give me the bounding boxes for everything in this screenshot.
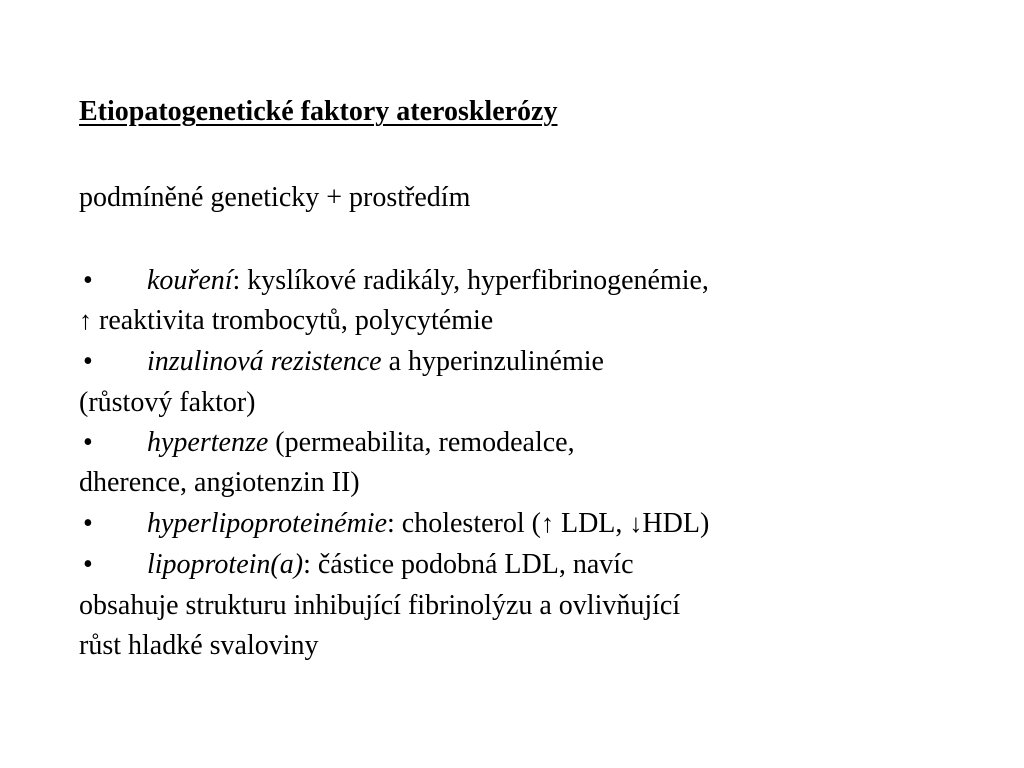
up-arrow-icon: ↑ [79,306,92,335]
list-item-lipoprotein [79,547,634,583]
list-item-lipoprotein-cont2: růst hladké svaloviny [79,630,319,661]
bullet-icon: • [83,265,93,296]
list-item-koureni-cont [79,303,493,339]
item-term: kouření [147,265,233,296]
item-text: LDL, [553,508,630,539]
bullet-icon: • [83,427,93,458]
down-arrow-icon: ↓ [629,509,643,538]
subtitle: podmíněné geneticky + prostředím [79,182,471,213]
item-text: reaktivita trombocytů, polycytémie [92,305,494,336]
item-term: hypertenze [147,427,269,458]
list-item-hypertenze [79,425,575,461]
list-item-inzulin-cont: (růstový faktor) [79,387,256,418]
list-item-hypertenze-cont: dherence, angiotenzin II) [79,467,360,498]
item-text: : kyslíkové radikály, hyperfibrinogenémie, [232,265,709,296]
list-item-hyperlipoproteinemie [79,506,709,542]
slide-title: Etiopatogenetické faktory aterosklerózy [79,96,558,127]
item-term: inzulinová rezistence [147,346,382,377]
up-arrow-icon: ↑ [540,509,554,538]
list-item-lipoprotein-cont: obsahuje strukturu inhibující fibrinolýzu a ovlivňující [79,590,681,621]
bullet-icon: • [83,346,93,377]
item-text: : cholesterol ( [387,508,541,539]
bullet-icon: • [83,549,93,580]
item-text: : částice podobná LDL, navíc [303,549,634,580]
item-term: hyperlipoproteinémie [147,508,388,539]
list-item-inzulin [79,344,604,380]
item-text: HDL) [642,508,710,539]
list-item-koureni [79,263,709,299]
bullet-icon: • [83,508,93,539]
item-text: a hyperinzulinémie [381,346,604,377]
item-term: lipoprotein(a) [147,549,304,580]
item-text: (permeabilita, remodealce, [268,427,575,458]
